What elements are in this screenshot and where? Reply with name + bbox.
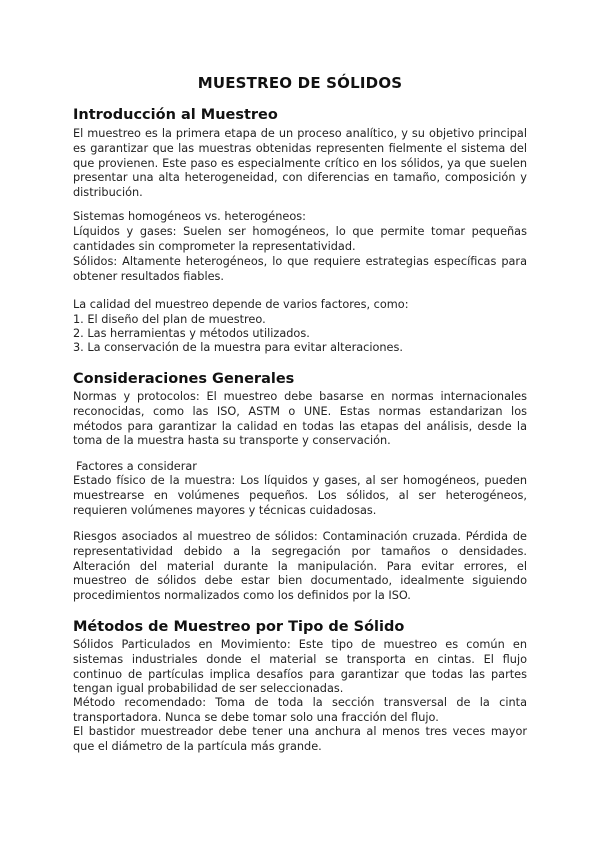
moving-particles-paragraph: Sólidos Particulados en Movimiento: Este tipo de muestreo es común en sistemas industriales donde el material se transporta en cintas. El flujo continuo de partículas implica desafíos para garantizar que todas las partes tengan igual probabilidad de ser seleccionadas. — [73, 638, 527, 696]
quality-intro: La calidad del muestreo depende de varios factores, como: — [73, 298, 409, 311]
physical-state-paragraph: Estado físico de la muestra: Los líquidos y gases, al ser homogéneos, pueden muestrearse en volúmenes pequeños. Los sólidos, al ser heterogéneos, requieren volúmenes mayores y técnicas cuidadosas. — [73, 474, 527, 517]
factors-title: Factores a considerar — [76, 460, 197, 473]
quality-item: 3. La conservación de la muestra para evitar alteraciones. — [73, 341, 403, 354]
norms-paragraph: Normas y protocolos: El muestreo debe basarse en normas internacionales reconocidas, como las ISO, ASTM o UNE. Estas normas estandarizan los métodos para garantizar la calidad en todas las etapas del análisis, desde la toma de la muestra hasta su transporte y conservación. — [73, 390, 527, 448]
section-heading-general: Consideraciones Generales — [73, 371, 295, 387]
frame-paragraph: El bastidor muestreador debe tener una anchura al menos tres veces mayor que el diámetro de la partícula más grande. — [73, 725, 527, 753]
systems-solids-paragraph: Sólidos: Altamente heterogéneos, lo que requiere estrategias específicas para obtener resultados fiables. — [73, 255, 527, 283]
recommended-method-paragraph: Método recomendado: Toma de toda la sección transversal de la cinta transportadora. Nunca se debe tomar solo una fracción del flujo. — [73, 696, 527, 724]
document-title: MUESTREO DE SÓLIDOS — [197, 74, 403, 92]
risks-paragraph: Riesgos asociados al muestreo de sólidos: Contaminación cruzada. Pérdida de representatividad debido a la segregación por tamaños o densidades. Alteración del material durante la manipulación. Para evitar errores, el muestreo de sólidos debe estar bien documentado, idealmente siguiendo procedimientos normalizados como los definidos por la ISO. — [73, 530, 527, 603]
section-heading-methods: Métodos de Muestreo por Tipo de Sólido — [73, 619, 405, 635]
quality-item: 2. Las herramientas y métodos utilizados. — [73, 327, 310, 340]
systems-title: Sistemas homogéneos vs. heterogéneos: — [73, 210, 306, 223]
quality-item: 1. El diseño del plan de muestreo. — [73, 313, 266, 326]
intro-paragraph: El muestreo es la primera etapa de un proceso analítico, y su objetivo principal es garantizar que las muestras obtenidas representen fielmente el sistema del que provienen. Este paso es especialmente crítico en los sólidos, ya que suelen presentar una alta heterogeneidad, con diferencias en tamaño, composición y distribución. — [73, 127, 527, 200]
systems-liquids-paragraph: Líquidos y gases: Suelen ser homogéneos, lo que permite tomar pequeñas cantidades sin comprometer la representatividad. — [73, 225, 527, 253]
section-heading-introduction: Introducción al Muestreo — [73, 107, 278, 123]
